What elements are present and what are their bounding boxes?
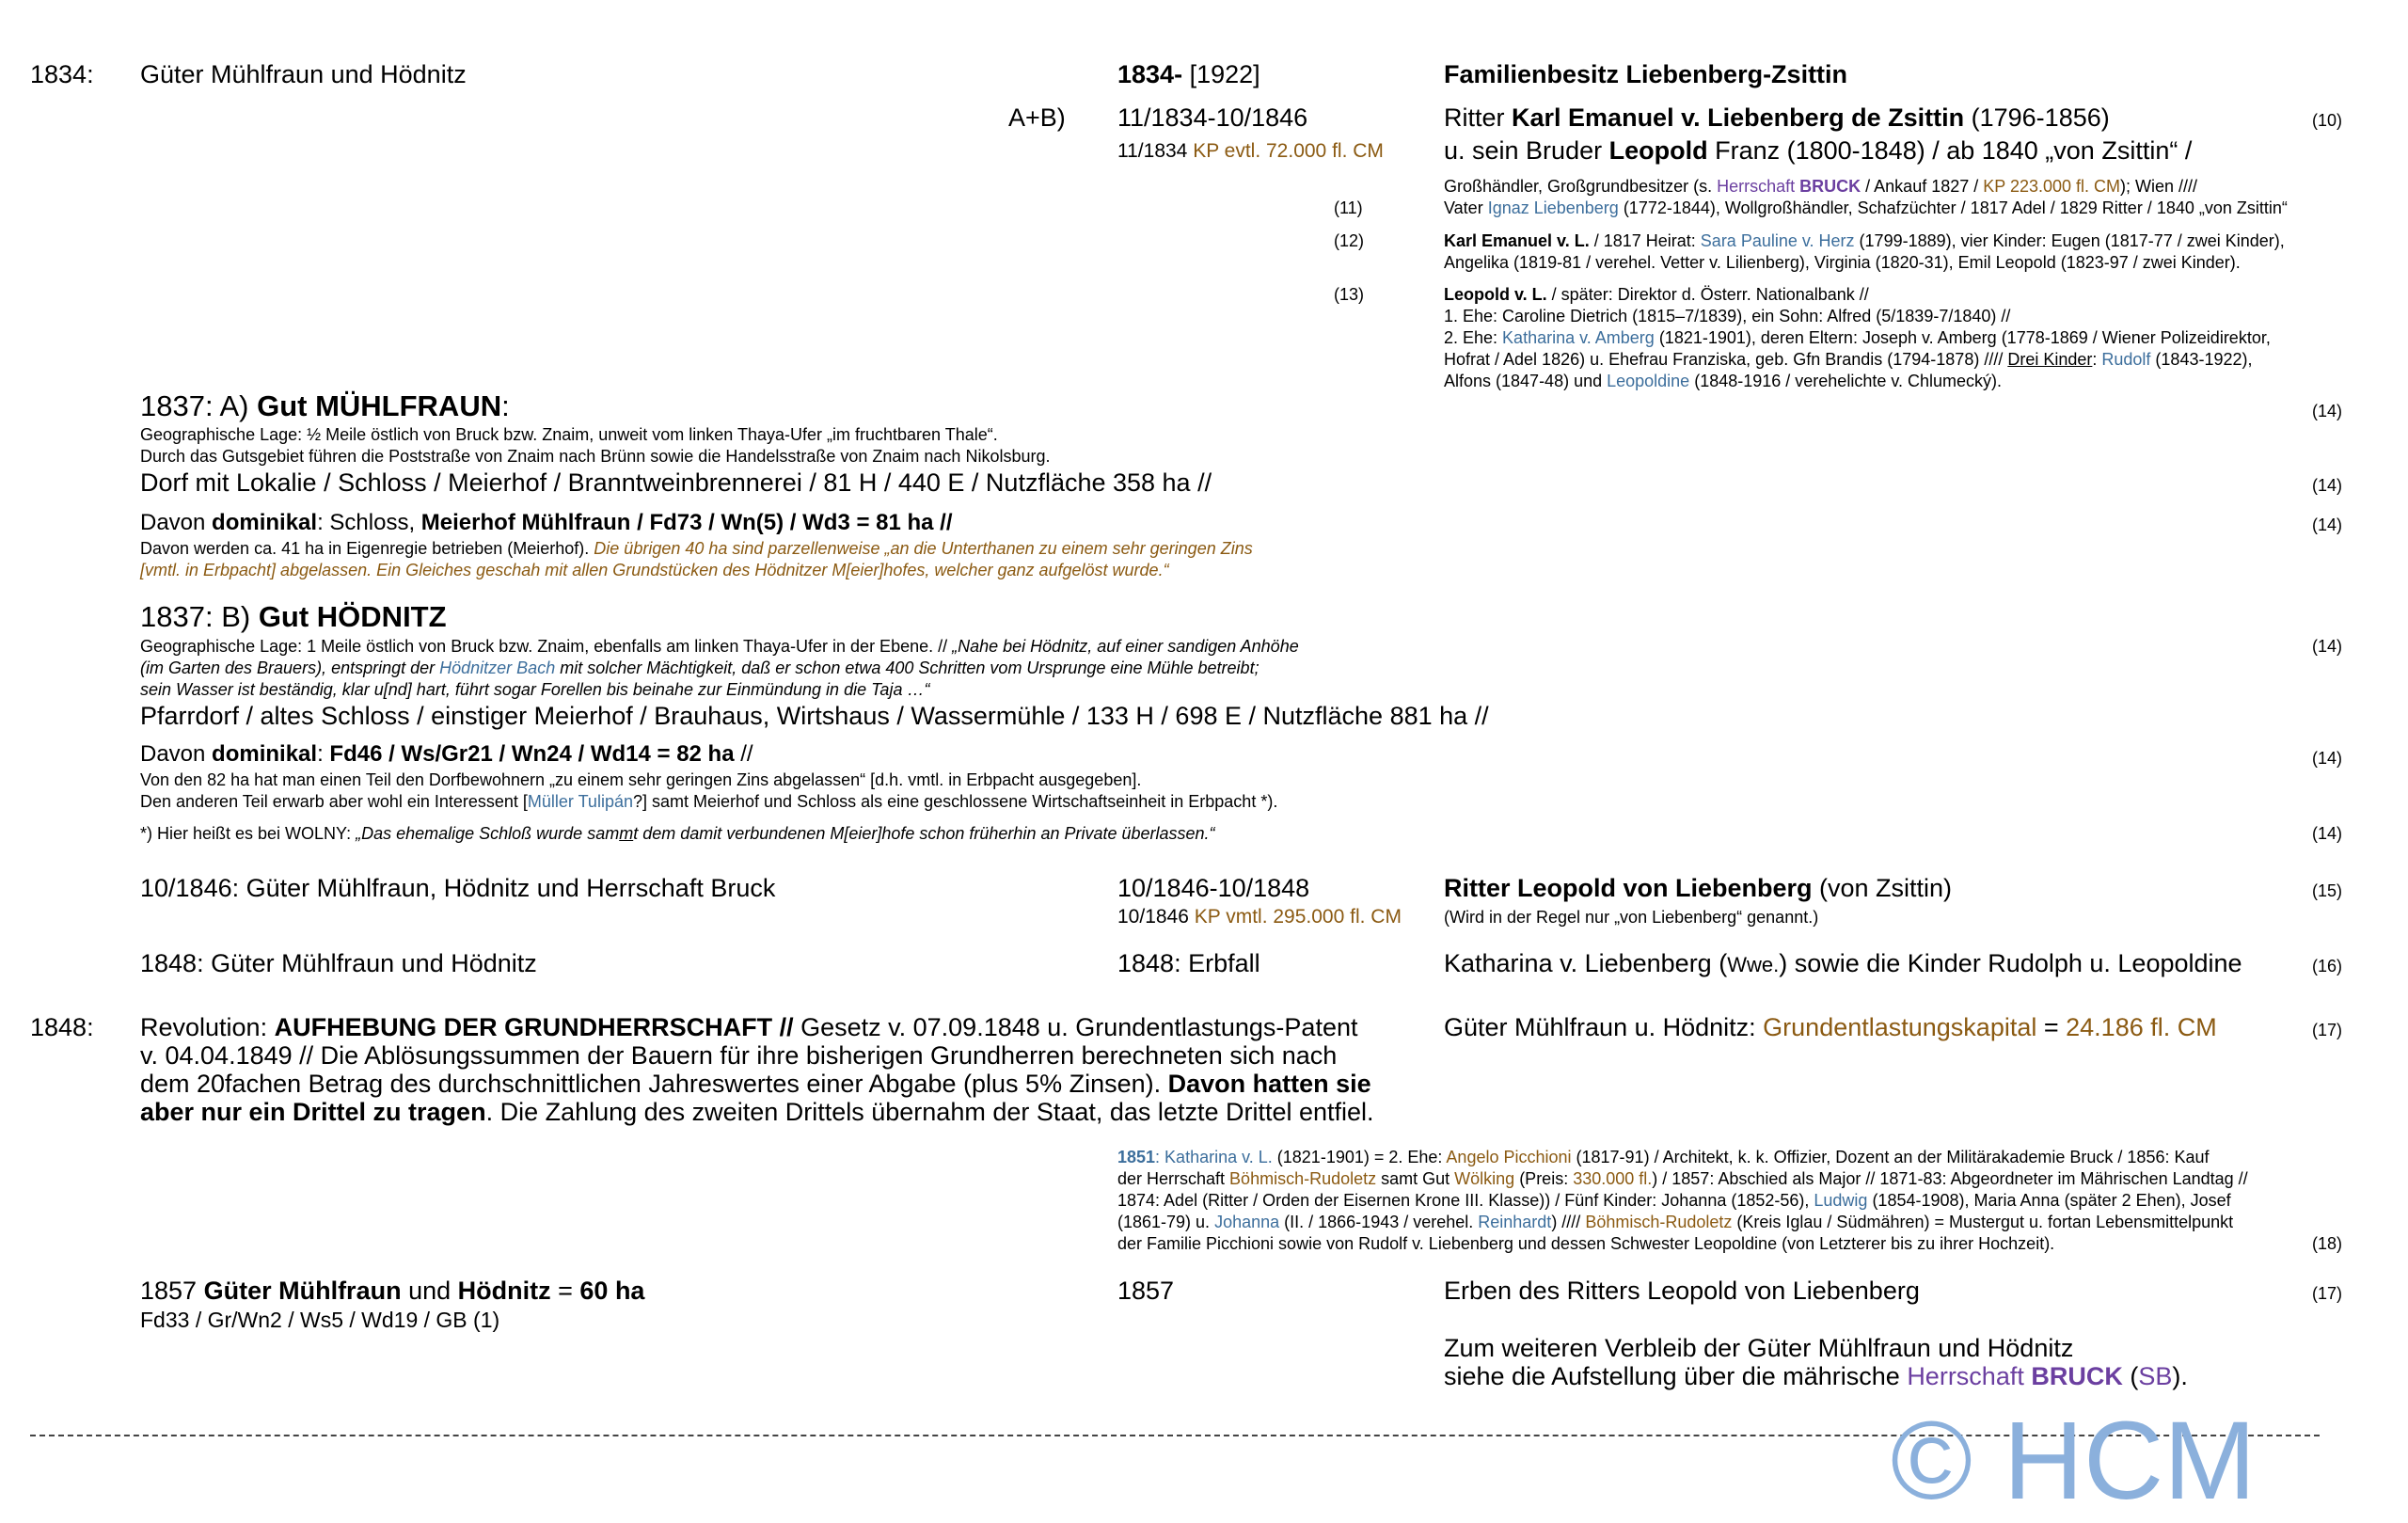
verbleib-line-2: siehe die Aufstellung über die mährische Herrschaft BRUCK (SB).: [1444, 1362, 2188, 1390]
title-gueter: Güter Mühlfraun und Hödnitz: [140, 60, 467, 88]
note-13-line-1: Leopold v. L. / später: Direktor d. Österr. Nationalbank //: [1444, 285, 1869, 304]
grundentlastung: Güter Mühlfraun u. Hödnitz: Grundentlastungskapital = 24.186 fl. CM: [1444, 1013, 2217, 1041]
hoednitz-note-1: Von den 82 ha hat man einen Teil den Dorfbewohnern „zu einem sehr geringen Zins abgelassen“ [d.h. vmtl. in Erbpacht ausgegeben].: [140, 770, 1142, 789]
revolution-line-2: v. 04.04.1849 // Die Ablösungssummen der Bauern für ihre bisherigen Grundherren berechneten sich nach: [140, 1041, 1338, 1070]
revolution-line-4: aber nur ein Drittel zu tragen. Die Zahlung des zweiten Drittels übernahm der Staat, das letzte Drittel entfiel.: [140, 1098, 1374, 1126]
gueter-1857: 1857 Güter Mühlfraun und Hödnitz = 60 ha: [140, 1277, 645, 1305]
ref-17-a: (17): [2312, 1021, 2343, 1039]
owner-note-1: Großhändler, Großgrundbesitzer (s. Herrschaft BRUCK / Ankauf 1827 / KP 223.000 fl. CM); Wien ////: [1444, 177, 2198, 196]
owner-ritter-leopold-note: (Wird in der Regel nur „von Liebenberg“ genannt.): [1444, 908, 1819, 927]
gut-muehlfraun-heading: 1837: A) Gut MÜHLFRAUN:: [140, 389, 510, 422]
note-1851-line-3: 1874: Adel (Ritter / Orden der Eisernen Krone III. Klasse)) / Fünf Kinder: Johanna (1852-56), Ludwig (1854-1908), Maria Anna (später 2 Ehen), Josef: [1117, 1191, 2231, 1210]
kp-1846: 10/1846 KP vmtl. 295.000 fl. CM: [1117, 906, 1402, 928]
ref-14-b: (14): [2312, 476, 2343, 495]
verbleib-line-1: Zum weiteren Verbleib der Güter Mühlfraun und Hödnitz: [1444, 1334, 2074, 1362]
ab-label: A+B): [1008, 103, 1066, 132]
ref-12: (12): [1334, 231, 1365, 250]
eigenregie-note-1: Davon werden ca. 41 ha in Eigenregie betrieben (Meierhof). Die übrigen 40 ha sind parzellenweise „an die Unterthanen zu einem sehr geringen Zins: [140, 539, 1253, 558]
geo-hoednitz-2: (im Garten des Brauers), entspringt der Hödnitzer Bach mit solcher Mächtigkeit, daß er schon etwa 400 Schritten vom Ursprunge eine Mühle betreibt;: [140, 658, 1259, 677]
note-12-line-1: Karl Emanuel v. L. / 1817 Heirat: Sara Pauline v. Herz (1799-1889), vier Kinder: Eugen (1817-77 / zwei Kinder),: [1444, 231, 2285, 250]
ref-14-e: (14): [2312, 749, 2343, 768]
ref-10: (10): [2312, 111, 2343, 130]
revolution-line-1: Revolution: AUFHEBUNG DER GRUNDHERRSCHAFT // Gesetz v. 07.09.1848 u. Grundentlastungs-Patent: [140, 1013, 1358, 1041]
hoednitz-note-2: Den anderen Teil erwarb aber wohl ein Interessent [Müller Tulipán?] samt Meierhof und Schloss als eine geschlossene Wirtschaftseinheit in Erbpacht *).: [140, 792, 1278, 811]
owner-leopold: u. sein Bruder Leopold Franz (1800-1848) / ab 1840 „von Zsittin“ /: [1444, 136, 2193, 165]
owner-karl-emanuel: Ritter Karl Emanuel v. Liebenberg de Zsittin (1796-1856): [1444, 103, 2110, 132]
note-13-line-4: Hofrat / Adel 1826) u. Ehefrau Franziska, geb. Gfn Brandis (1794-1878) //// Drei Kinder: Rudolf (1843-1922),: [1444, 350, 2253, 369]
erben-1857: Erben des Ritters Leopold von Liebenberg: [1444, 1277, 1920, 1305]
ref-15: (15): [2312, 881, 2343, 900]
owner-note-2: Vater Ignaz Liebenberg (1772-1844), Wollgroßhändler, Schafzüchter / 1817 Adel / 1829 Ritter / 1840 „von Zsittin“: [1444, 198, 2288, 217]
note-12-line-2: Angelika (1819-81 / verehel. Vetter v. Lilienberg), Virginia (1820-31), Emil Leopold (1823-97 / zwei Kinder).: [1444, 253, 2241, 272]
dorf-muehlfraun: Dorf mit Lokalie / Schloss / Meierhof / Branntweinbrennerei / 81 H / 440 E / Nutzfläche 358 ha //: [140, 468, 1212, 497]
period-1846-1848: 10/1846-10/1848: [1117, 874, 1310, 902]
gut-hoednitz-heading: 1837: B) Gut HÖDNITZ: [140, 600, 447, 633]
note-1851-line-2: der Herrschaft Böhmisch-Rudoletz samt Gut Wölking (Preis: 330.000 fl.) / 1857: Abschied als Major // 1871-83: Abgeordneter im Mährischen Landtag //: [1117, 1169, 2248, 1188]
revolution-line-3: dem 20fachen Betrag des durchschnittlichen Jahreswertes einer Abgabe (plus 5% Zinsen). Davon hatten sie: [140, 1070, 1371, 1098]
left-1846: 10/1846: Güter Mühlfraun, Hödnitz und Herrschaft Bruck: [140, 874, 776, 902]
hcm-watermark: © HCM: [1891, 1399, 2257, 1523]
note-13-line-3: 2. Ehe: Katharina v. Amberg (1821-1901), deren Eltern: Joseph v. Amberg (1778-1869 / Wiener Polizeidirektor,: [1444, 328, 2271, 347]
ref-14-c: (14): [2312, 516, 2343, 534]
period-1857: 1857: [1117, 1277, 1175, 1305]
ref-14-d: (14): [2312, 637, 2343, 656]
year-1848: 1848:: [30, 1013, 94, 1041]
gueter-1857-breakdown: Fd33 / Gr/Wn2 / Ws5 / Wd19 / GB (1): [140, 1308, 500, 1332]
erbfall-1848: 1848: Erbfall: [1117, 949, 1260, 977]
period-1834-1846: 11/1834-10/1846: [1117, 103, 1308, 132]
ref-13: (13): [1334, 285, 1365, 304]
ref-18: (18): [2312, 1234, 2343, 1253]
note-13-line-5: Alfons (1847-48) und Leopoldine (1848-1916 / verehelichte v. Chlumecký).: [1444, 372, 2003, 390]
year-1834: 1834:: [30, 60, 94, 88]
ref-11: (11): [1334, 198, 1363, 217]
note-1851-line-5: der Familie Picchioni sowie von Rudolf v. Liebenberg und dessen Schwester Leopoldine (von Letzterer bis zu ihrer Hochzeit).: [1117, 1234, 2055, 1253]
familienbesitz-heading: Familienbesitz Liebenberg-Zsittin: [1444, 60, 1848, 88]
ref-17-b: (17): [2312, 1284, 2343, 1303]
owner-ritter-leopold: Ritter Leopold von Liebenberg (von Zsittin): [1444, 874, 1953, 902]
note-13-line-2: 1. Ehe: Caroline Dietrich (1815–7/1839), ein Sohn: Alfred (5/1839-7/1840) //: [1444, 307, 2011, 325]
geo-hoednitz-3: sein Wasser ist beständig, klar u[nd] hart, führt sogar Forellen bis beinahe zur Einmündung in die Taja …“: [140, 680, 930, 699]
ref-16: (16): [2312, 957, 2343, 976]
kp-1834: 11/1834 KP evtl. 72.000 fl. CM: [1117, 140, 1384, 162]
left-1848: 1848: Güter Mühlfraun und Hödnitz: [140, 949, 537, 977]
wolny-footnote: *) Hier heißt es bei WOLNY: „Das ehemalige Schloß wurde sammt dem damit verbundenen M[eier]hofe schon früherhin an Private überlassen.“: [140, 824, 1215, 843]
ref-14-a: (14): [2312, 402, 2343, 420]
geo-muehlfraun-1: Geographische Lage: ½ Meile östlich von Bruck bzw. Znaim, unweit vom linken Thaya-Ufer „im fruchtbaren Thale“.: [140, 425, 998, 444]
geo-muehlfraun-2: Durch das Gutsgebiet führen die Poststraße von Znaim nach Brünn sowie die Handelsstraße von Znaim nach Nikolsburg.: [140, 447, 1051, 466]
period-1834: 1834- [1922]: [1117, 60, 1260, 88]
ref-14-f: (14): [2312, 824, 2343, 843]
heirs-1848: Katharina v. Liebenberg (Wwe.) sowie die Kinder Rudolph u. Leopoldine: [1444, 949, 2242, 977]
dominikal-hoednitz: Davon dominikal: Fd46 / Ws/Gr21 / Wn24 / Wd14 = 82 ha //: [140, 741, 753, 767]
dominikal-muehlfraun: Davon dominikal: Schloss, Meierhof Mühlfraun / Fd73 / Wn(5) / Wd3 = 81 ha //: [140, 510, 953, 535]
note-1851-line-1: 1851: Katharina v. L. (1821-1901) = 2. Ehe: Angelo Picchioni (1817-91) / Architekt, k. k. Offizier, Dozent an der Militärakademie Bruck / 1856: Kauf: [1117, 1148, 2210, 1166]
note-1851-line-4: (1861-79) u. Johanna (II. / 1866-1943 / verehel. Reinhardt) //// Böhmisch-Rudoletz (Kreis Iglau / Südmähren) = Mustergut u. fortan Lebensmittelpunkt: [1117, 1213, 2234, 1231]
pfarrdorf-hoednitz: Pfarrdorf / altes Schloss / einstiger Meierhof / Brauhaus, Wirtshaus / Wassermühle / 133 H / 698 E / Nutzfläche 881 ha //: [140, 702, 1489, 730]
eigenregie-note-2: [vmtl. in Erbpacht] abgelassen. Ein Gleiches geschah mit allen Grundstücken des Hödnitzer M[eier]hofes, welcher ganz aufgelöst wurde.“: [140, 561, 1169, 579]
geo-hoednitz-1: Geographische Lage: 1 Meile östlich von Bruck bzw. Znaim, ebenfalls am linken Thaya-Ufer in der Ebene. // „Nahe bei Hödnitz, auf einer sandigen Anhöhe: [140, 637, 1299, 656]
